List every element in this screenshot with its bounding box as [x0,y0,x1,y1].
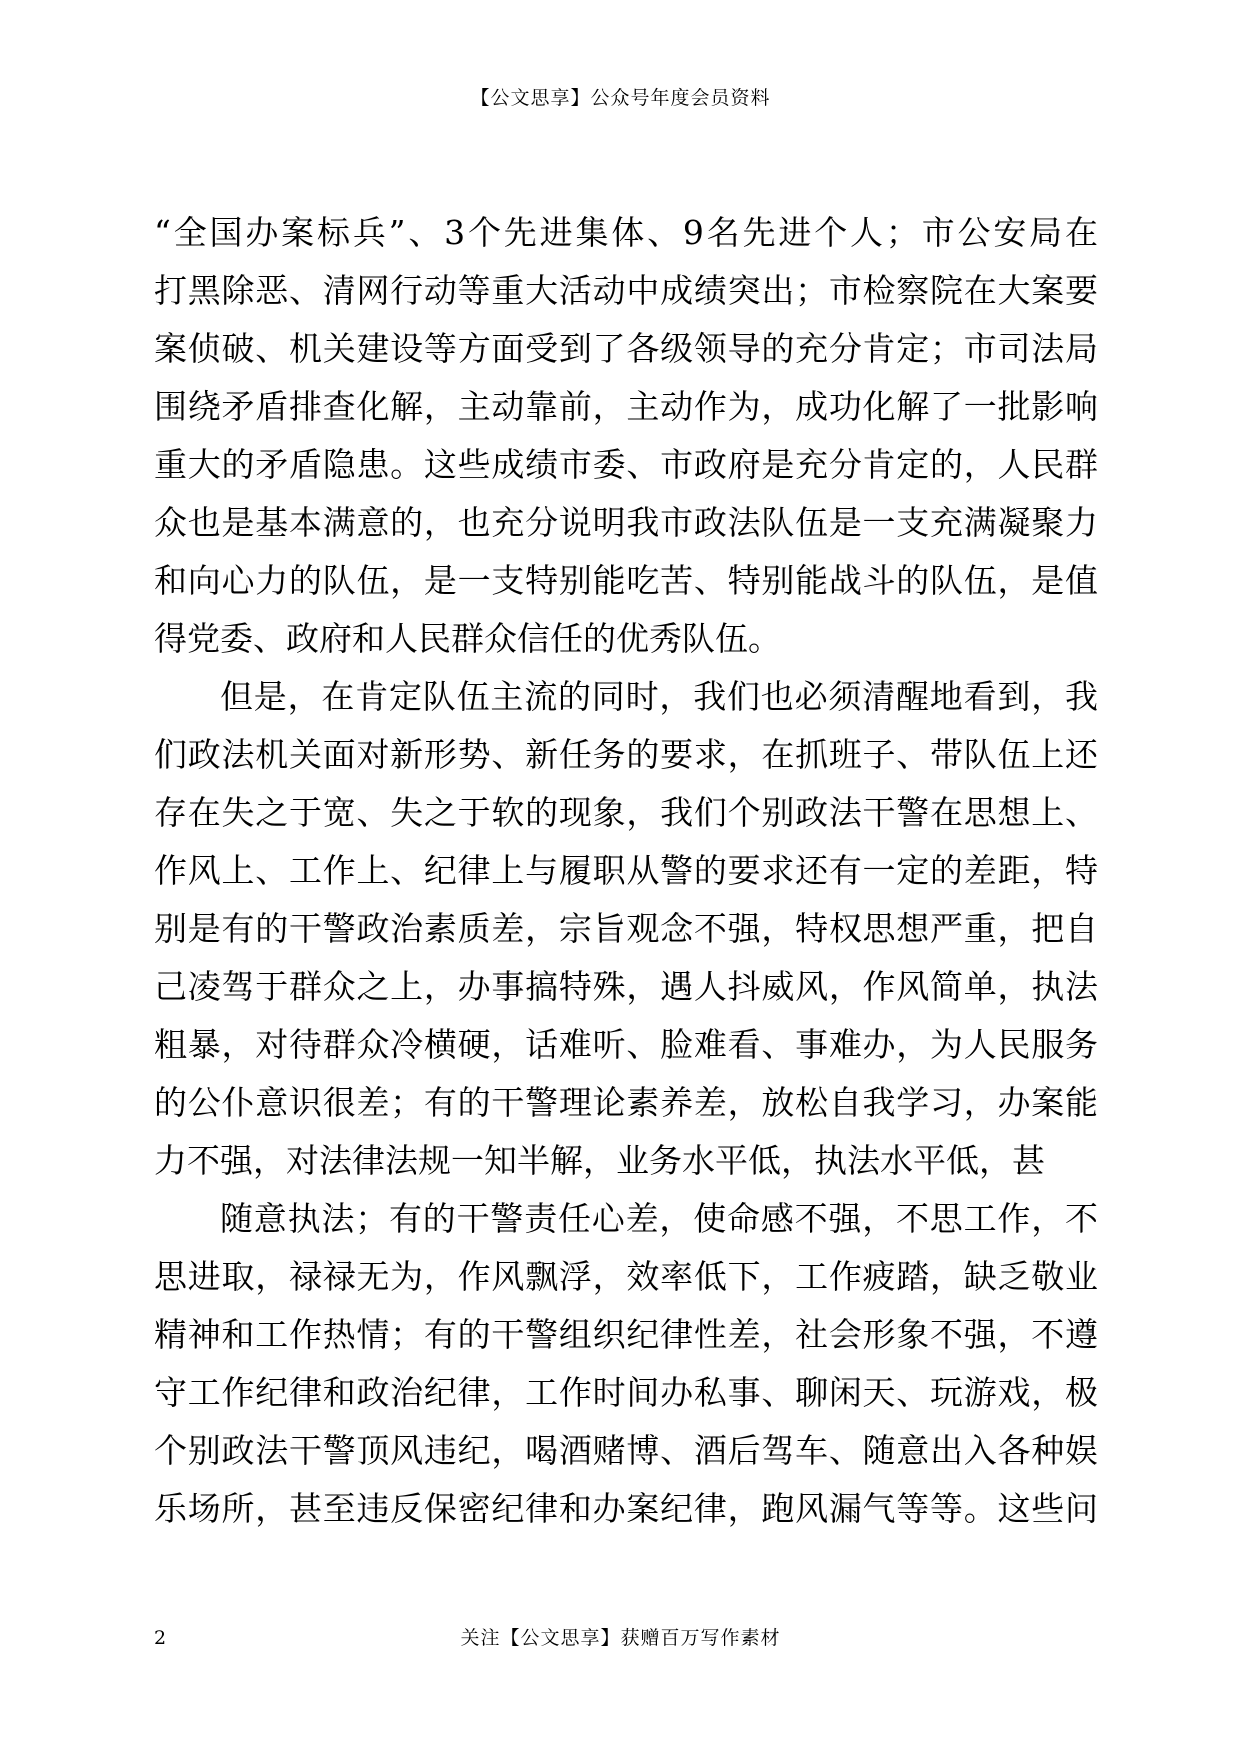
paragraph-start-line: 随意执法；有的干警责任心差，使命感不强，不思工作，不 [220,1199,1098,1238]
text-line: “全国办案标兵”、3个先进集体、9名先进个人；市公安局在 [154,213,1098,252]
text-line: 别是有的干警政治素质差，宗旨观念不强，特权思想严重，把自 [154,909,1098,948]
text-line: 打黑除恶、清网行动等重大活动中成绩突出；市检察院在大案要 [154,271,1098,310]
text-line: 们政法机关面对新形势、新任务的要求，在抓班子、带队伍上还 [154,735,1098,774]
text-line: 乐场所，甚至违反保密纪律和办案纪律，跑风漏气等等。这些问 [154,1489,1098,1528]
text-line: 重大的矛盾隐患。这些成绩市委、市政府是充分肯定的，人民群 [154,445,1098,484]
text-line: 守工作纪律和政治纪律，工作时间办私事、聊闲天、玩游戏，极 [154,1373,1098,1412]
text-line: 的公仆意识很差；有的干警理论素养差，放松自我学习，办案能 [154,1083,1098,1122]
page-number: 2 [154,1627,167,1649]
text-line: 得党委、政府和人民群众信任的优秀队伍。 [154,619,781,658]
text-line: 众也是基本满意的，也充分说明我市政法队伍是一支充满凝聚力 [154,503,1098,542]
text-line: 粗暴，对待群众冷横硬，话难听、脸难看、事难办，为人民服务 [154,1025,1098,1064]
page-header: 【公文思享】公众号年度会员资料 [470,87,771,109]
text-line: 精神和工作热情；有的干警组织纪律性差，社会形象不强，不遵 [154,1315,1098,1354]
page-footer: 关注【公文思享】获赠百万写作素材 [460,1627,781,1649]
text-line: 力不强，对法律法规一知半解，业务水平低，执法水平低，甚 [154,1141,1045,1180]
text-line: 存在失之于宽、失之于软的现象，我们个别政法干警在思想上、 [154,793,1098,832]
text-line: 个别政法干警顶风违纪，喝酒赌博、酒后驾车、随意出入各种娱 [154,1431,1098,1470]
text-line: 案侦破、机关建设等方面受到了各级领导的充分肯定；市司法局 [154,329,1098,368]
document-body [154,204,1098,1538]
text-line: 思进取，禄禄无为，作风飘浮，效率低下，工作疲踏，缺乏敬业 [154,1257,1098,1296]
text-line: 己凌驾于群众之上，办事搞特殊，遇人抖威风，作风简单，执法 [154,967,1098,1006]
text-line: 作风上、工作上、纪律上与履职从警的要求还有一定的差距，特 [154,851,1098,890]
paragraph-start-line: 但是，在肯定队伍主流的同时，我们也必须清醒地看到，我 [220,677,1098,716]
text-line: 围绕矛盾排查化解，主动靠前，主动作为，成功化解了一批影响 [154,387,1098,426]
text-line: 和向心力的队伍，是一支特别能吃苦、特别能战斗的队伍，是值 [154,561,1098,600]
